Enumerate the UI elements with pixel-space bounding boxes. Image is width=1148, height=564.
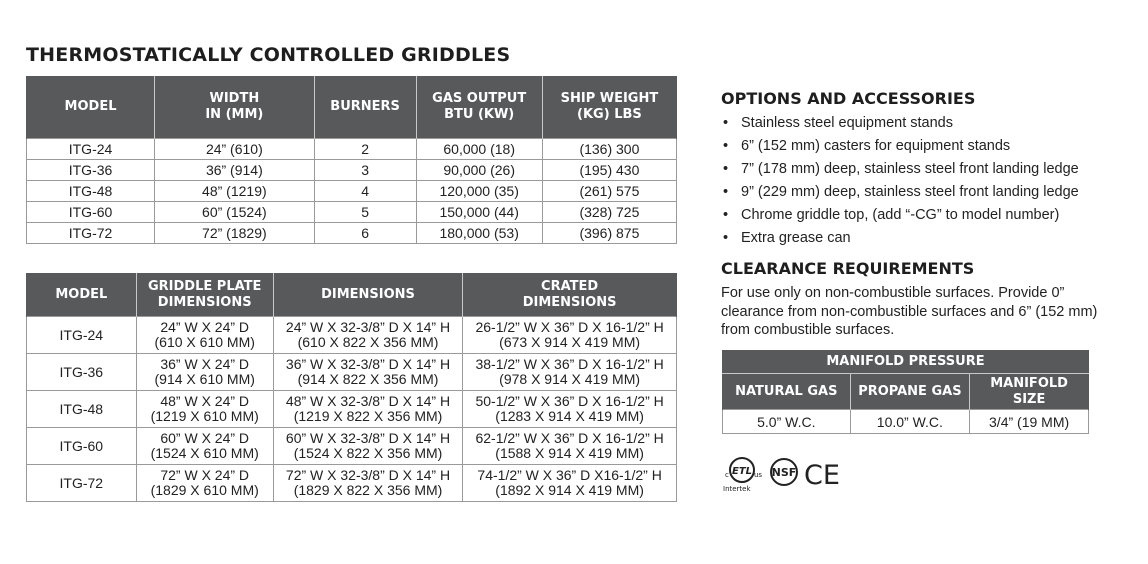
table-row: [27, 160, 677, 181]
width-cell: 48” (1219): [155, 181, 315, 202]
ship-weight-cell: (195) 430: [542, 160, 676, 181]
col-ship-weight-header: SHIP WEIGHT (KG) LBS: [542, 76, 676, 139]
list-item-label: 9” (229 mm) deep, stainless steel front landing ledge: [741, 184, 1079, 200]
crated-dimensions-cell: 62-1/2” W X 36” D X 16-1/2” H (1588 X 914 X 419 MM): [463, 428, 677, 465]
natural-gas-header: NATURAL GAS: [723, 374, 851, 410]
manifold-title: MANIFOLD PRESSURE: [723, 350, 1089, 374]
gas-output-cell: 60,000 (18): [416, 139, 542, 160]
gas-output-cell: 180,000 (53): [416, 223, 542, 244]
specs-table: [26, 76, 677, 244]
model-cell: ITG-72: [27, 465, 137, 502]
manifold-size-value: 3/4” (19 MM): [970, 410, 1089, 434]
col-width-header: WIDTH IN (MM): [155, 76, 315, 139]
model-cell: ITG-48: [27, 181, 155, 202]
col-griddle-plate-header: GRIDDLE PLATE DIMENSIONS: [136, 273, 273, 317]
table-row: [27, 139, 677, 160]
etl-c-mark: c: [725, 471, 729, 479]
griddle-plate-cell: 60” W X 24” D (1524 X 610 MM): [136, 428, 273, 465]
list-item: [721, 181, 1079, 204]
list-item: [721, 112, 1079, 135]
intertek-label: Intertek: [723, 485, 751, 493]
ship-weight-cell: (136) 300: [542, 139, 676, 160]
table-row: [27, 181, 677, 202]
bullet-icon: •: [723, 230, 729, 246]
width-cell: 72” (1829): [155, 223, 315, 244]
gas-output-cell: 150,000 (44): [416, 202, 542, 223]
clearance-text: For use only on non-combustible surfaces. Provide 0” clearance from non-combustible surfaces and 6” (152 mm) from combustible surfaces.: [721, 285, 1098, 338]
table-row: [27, 317, 677, 354]
specs-header-row: [27, 76, 677, 139]
etl-us-mark: us: [754, 471, 763, 479]
dimensions-cell: 24” W X 32-3/8” D X 14” H (610 X 822 X 356 MM): [273, 317, 462, 354]
table-row: [27, 202, 677, 223]
list-item: [721, 135, 1079, 158]
nsf-icon: [771, 459, 797, 485]
width-cell: 60” (1524): [155, 202, 315, 223]
etl-mark: ETL: [731, 466, 753, 477]
list-item-label: Chrome griddle top, (add “-CG” to model number): [741, 207, 1060, 223]
list-item: [721, 227, 1079, 250]
manifold-title-row: [723, 350, 1089, 374]
griddle-plate-cell: 48” W X 24” D (1219 X 610 MM): [136, 391, 273, 428]
list-item-label: 7” (178 mm) deep, stainless steel front landing ledge: [741, 161, 1079, 177]
model-cell: ITG-60: [27, 202, 155, 223]
page-title: THERMOSTATICALLY CONTROLLED GRIDDLES: [26, 44, 511, 66]
table-row: [27, 391, 677, 428]
table-row: [27, 465, 677, 502]
manifold-pressure-table: [722, 350, 1089, 434]
propane-gas-header: PROPANE GAS: [850, 374, 970, 410]
manifold-header-row: [723, 374, 1089, 410]
dimensions-cell: 36” W X 32-3/8” D X 14” H (914 X 822 X 356 MM): [273, 354, 462, 391]
griddle-plate-cell: 36” W X 24” D (914 X 610 MM): [136, 354, 273, 391]
clearance-title: CLEARANCE REQUIREMENTS: [721, 259, 975, 278]
bullet-icon: •: [723, 184, 729, 200]
list-item-label: Stainless steel equipment stands: [741, 115, 953, 131]
col-dimensions-header: DIMENSIONS: [273, 273, 462, 317]
dimensions-cell: 60” W X 32-3/8” D X 14” H (1524 X 822 X 356 MM): [273, 428, 462, 465]
model-cell: ITG-24: [27, 139, 155, 160]
width-cell: 36” (914): [155, 160, 315, 181]
bullet-icon: •: [723, 207, 729, 223]
bullet-icon: •: [723, 161, 729, 177]
model-cell: ITG-48: [27, 391, 137, 428]
dimensions-cell: 72” W X 32-3/8” D X 14” H (1829 X 822 X 356 MM): [273, 465, 462, 502]
dimensions-header-row: [27, 273, 677, 317]
model-cell: ITG-60: [27, 428, 137, 465]
options-title: OPTIONS AND ACCESSORIES: [721, 89, 976, 108]
ship-weight-cell: (261) 575: [542, 181, 676, 202]
col-burners-header: BURNERS: [314, 76, 416, 139]
col-model-header: MODEL: [27, 76, 155, 139]
width-cell: 24” (610): [155, 139, 315, 160]
manifold-size-header: MANIFOLD SIZE: [970, 374, 1089, 410]
propane-gas-value: 10.0” W.C.: [850, 410, 970, 434]
ce-mark: CE: [804, 460, 840, 491]
crated-dimensions-cell: 74-1/2” W X 36” D X16-1/2” H (1892 X 914 X 419 MM): [463, 465, 677, 502]
table-row: [27, 354, 677, 391]
ship-weight-cell: (328) 725: [542, 202, 676, 223]
certification-logos: [722, 455, 862, 495]
crated-dimensions-cell: 50-1/2” W X 36” D X 16-1/2” H (1283 X 914 X 419 MM): [463, 391, 677, 428]
table-row: [27, 223, 677, 244]
burners-cell: 2: [314, 139, 416, 160]
bullet-icon: •: [723, 115, 729, 131]
list-item-label: Extra grease can: [741, 230, 851, 246]
model-cell: ITG-36: [27, 354, 137, 391]
bullet-icon: •: [723, 138, 729, 154]
list-item: [721, 158, 1079, 181]
model-cell: ITG-72: [27, 223, 155, 244]
options-list: [721, 112, 1079, 250]
nsf-mark: NSF: [771, 466, 797, 479]
gas-output-cell: 90,000 (26): [416, 160, 542, 181]
natural-gas-value: 5.0” W.C.: [723, 410, 851, 434]
griddle-plate-cell: 72” W X 24” D (1829 X 610 MM): [136, 465, 273, 502]
burners-cell: 4: [314, 181, 416, 202]
gas-output-cell: 120,000 (35): [416, 181, 542, 202]
list-item-label: 6” (152 mm) casters for equipment stands: [741, 138, 1011, 154]
col-gas-output-header: GAS OUTPUT BTU (KW): [416, 76, 542, 139]
dimensions-cell: 48” W X 32-3/8” D X 14” H (1219 X 822 X 356 MM): [273, 391, 462, 428]
manifold-values-row: [723, 410, 1089, 434]
list-item: [721, 204, 1079, 227]
crated-dimensions-cell: 38-1/2” W X 36” D X 16-1/2” H (978 X 914 X 419 MM): [463, 354, 677, 391]
dimensions-table: [26, 273, 677, 502]
etl-listed-icon: [723, 458, 762, 493]
crated-dimensions-cell: 26-1/2” W X 36” D X 16-1/2” H (673 X 914 X 419 MM): [463, 317, 677, 354]
burners-cell: 6: [314, 223, 416, 244]
model-cell: ITG-36: [27, 160, 155, 181]
burners-cell: 3: [314, 160, 416, 181]
col-model-header: MODEL: [27, 273, 137, 317]
model-cell: ITG-24: [27, 317, 137, 354]
griddle-plate-cell: 24” W X 24” D (610 X 610 MM): [136, 317, 273, 354]
ship-weight-cell: (396) 875: [542, 223, 676, 244]
col-crated-dimensions-header: CRATED DIMENSIONS: [463, 273, 677, 317]
burners-cell: 5: [314, 202, 416, 223]
table-row: [27, 428, 677, 465]
